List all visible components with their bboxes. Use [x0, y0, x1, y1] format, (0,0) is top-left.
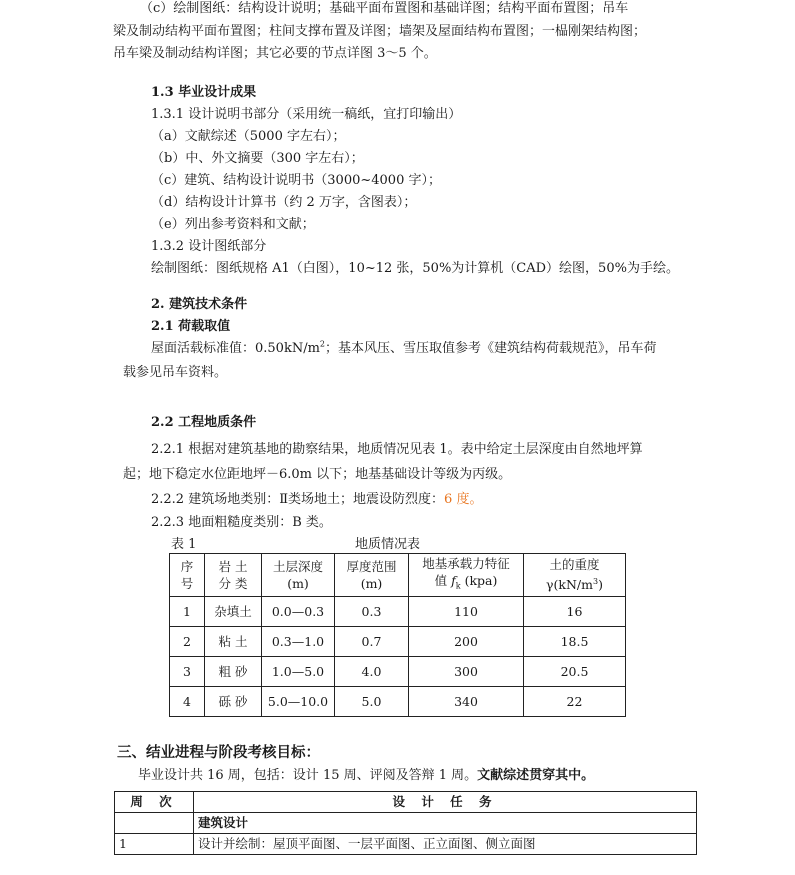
- results-item-d: （d）结构设计计算书（约 2 万字，含图表）；: [151, 195, 417, 210]
- table-number: 表 1: [171, 537, 197, 552]
- drawing-list-line-3: 吊车梁及制动结构详图；其它必要的节点详图 3～5 个。: [113, 46, 437, 61]
- geology-p2: [151, 491, 482, 509]
- cell-depth: 0.3—1.0: [262, 627, 335, 657]
- col-week-header: 周 次: [115, 792, 194, 813]
- header-text: 土的重度: [549, 557, 600, 573]
- schedule-table-header: [115, 792, 697, 813]
- cell-no: 2: [170, 627, 205, 657]
- geology-heading: 2.2 工程地质条件: [151, 415, 257, 430]
- table-row: [170, 627, 626, 657]
- header-text: γ(kN/m: [546, 577, 593, 593]
- results-heading: 1.3 毕业设计成果: [151, 85, 257, 100]
- geology-p1-line-1: 2.2.1 根据对建筑基地的勘察结果，地质情况见表 1。表中给定土层深度由自然地坪算: [151, 442, 643, 457]
- col-unit-weight-header: [524, 554, 626, 597]
- geology-table-header: [170, 554, 626, 597]
- cell-bearing: 300: [409, 657, 524, 687]
- col-thickness-header: [335, 554, 409, 597]
- header-text: 岩 土: [218, 559, 248, 574]
- cell-unit-weight: 18.5: [524, 627, 626, 657]
- header-text: 3: [592, 577, 599, 587]
- drawing-list-line-1: （c）绘制图纸：结构设计说明；基础平面布置图和基础详图；结构平面布置图；吊车: [140, 1, 629, 16]
- header-text: 土层深度: [272, 559, 323, 574]
- drawing-list-line-2: 梁及制动结构平面布置图；柱间支撑布置及详图；墙架及屋面结构布置图；一榀刚架结构图；: [113, 24, 647, 39]
- cell-type: 砾 砂: [205, 687, 262, 717]
- header-text: 地基承载力特征: [422, 556, 510, 572]
- cell-unit-weight: 16: [524, 597, 626, 627]
- header-text: (m): [287, 576, 309, 591]
- geology-p2-text: 2.2.2 建筑场地类别：Ⅱ类场地土；地震设防烈度：: [151, 492, 445, 507]
- schedule-heading: 三、结业进程与阶段考核目标：: [117, 744, 320, 761]
- cell-thickness: 0.7: [335, 627, 409, 657]
- cell-thickness: 5.0: [335, 687, 409, 717]
- load-line-2: 载参见吊车资料。: [123, 365, 228, 380]
- cell-no: 1: [170, 597, 205, 627]
- seismic-intensity-highlight: 6 度。: [444, 492, 483, 507]
- header-text: 号: [180, 576, 194, 591]
- schedule-intro-bold: 文献综述贯穿其中。: [477, 768, 595, 783]
- section-label: 建筑设计: [194, 813, 697, 834]
- results-item-e: （e）列出参考资料和文献；: [151, 217, 315, 232]
- cell-unit-weight: 22: [524, 687, 626, 717]
- cell-no: 3: [170, 657, 205, 687]
- cell-bearing: 340: [409, 687, 524, 717]
- results-sub2: 1.3.2 设计图纸部分: [151, 239, 267, 254]
- cell-thickness: 0.3: [335, 597, 409, 627]
- table-row: [170, 597, 626, 627]
- results-sub1: 1.3.1 设计说明书部分（采用统一稿纸，宜打印输出）: [151, 107, 462, 122]
- cell-depth: 5.0—10.0: [262, 687, 335, 717]
- col-bearing-header: [409, 554, 524, 597]
- cell-type: 杂填土: [205, 597, 262, 627]
- schedule-intro-text: 毕业设计共 16 周，包括：设计 15 周、评阅及答辩 1 周。: [138, 768, 478, 783]
- col-type-header: [205, 554, 262, 597]
- cell-type: 粗 砂: [205, 657, 262, 687]
- load-text-post: ；基本风压、雪压取值参考《建筑结构荷载规范》，吊车荷: [325, 341, 657, 356]
- cell-unit-weight: 20.5: [524, 657, 626, 687]
- results-item-c: （c）建筑、结构设计说明书（3000~4000 字）；: [151, 173, 441, 188]
- geology-p1-line-2: 起；地下稳定水位距地坪－6.0m 以下；地基基础设计等级为丙级。: [123, 467, 512, 482]
- cell-week: 1: [115, 834, 194, 855]
- schedule-intro: [138, 767, 594, 785]
- cell-bearing: 200: [409, 627, 524, 657]
- header-text: 序: [180, 559, 194, 574]
- cell-thickness: 4.0: [335, 657, 409, 687]
- header-text: 厚度范围: [346, 559, 397, 574]
- cell-depth: 1.0—5.0: [262, 657, 335, 687]
- table-row: [115, 834, 697, 855]
- col-depth-header: [262, 554, 335, 597]
- conditions-heading: 2. 建筑技术条件: [151, 297, 248, 312]
- load-heading: 2.1 荷载取值: [151, 319, 231, 334]
- cell-bearing: 110: [409, 597, 524, 627]
- cell-depth: 0.0—0.3: [262, 597, 335, 627]
- load-text-pre: 屋面活载标准值：0.50kN/m: [151, 341, 320, 356]
- cell-week-empty: [115, 813, 194, 834]
- header-text: 分 类: [218, 576, 248, 591]
- results-item-a: （a）文献综述（5000 字左右）；: [151, 129, 346, 144]
- header-text: (m): [360, 576, 383, 591]
- results-item-b: （b）中、外文摘要（300 字左右）；: [151, 151, 364, 166]
- results-sub2-text: 绘制图纸：图纸规格 A1（白图），10~12 张，50%为计算机（CAD）绘图，50%为手绘。: [151, 261, 679, 276]
- table-row: [170, 657, 626, 687]
- table-title: 地质情况表: [355, 537, 421, 552]
- header-text: f: [451, 573, 456, 589]
- cell-type: 粘 土: [205, 627, 262, 657]
- load-unit-superscript: 2: [319, 339, 325, 349]
- geology-table: [169, 553, 626, 717]
- cell-task: 设计并绘制：屋顶平面图、一层平面图、正立面图、侧立面图: [194, 834, 697, 855]
- header-text: (kpa): [460, 573, 498, 589]
- col-task-header: 设 计 任 务: [194, 792, 697, 813]
- load-line-1: [151, 340, 657, 358]
- schedule-table: [114, 791, 697, 855]
- col-no-header: [170, 554, 205, 597]
- schedule-section-row: [115, 813, 697, 834]
- table-row: [170, 687, 626, 717]
- geology-p3: 2.2.3 地面粗糙度类别：B 类。: [151, 515, 332, 530]
- header-text: k: [455, 581, 461, 591]
- cell-no: 4: [170, 687, 205, 717]
- header-text: 值: [434, 573, 452, 589]
- header-text: ): [598, 577, 603, 593]
